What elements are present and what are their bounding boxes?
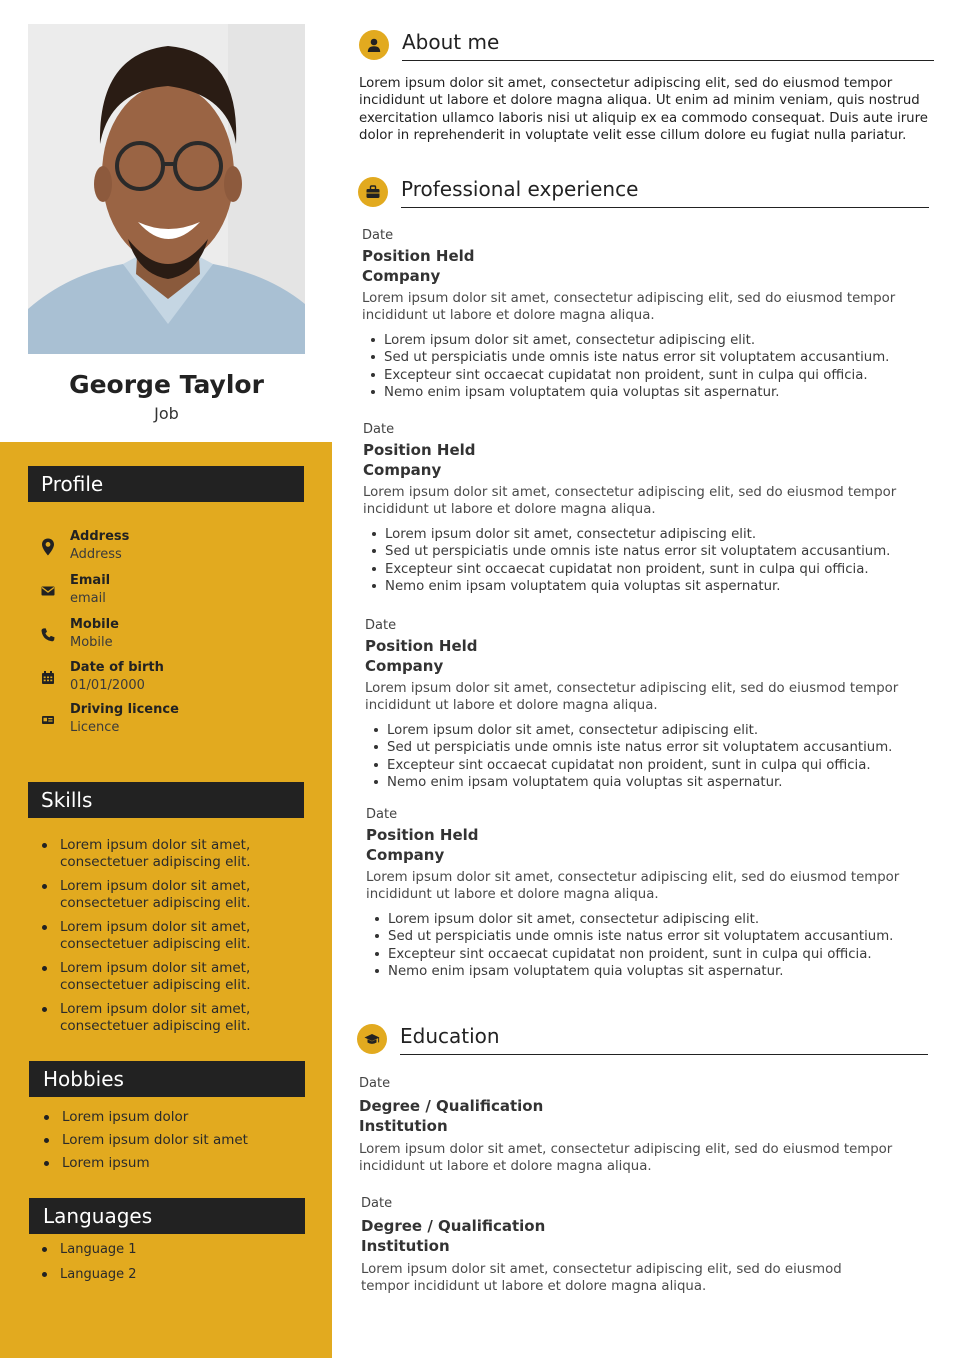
entry-company: Company <box>362 267 441 285</box>
entry-description: Lorem ipsum dolor sit amet, consectetur adipiscing elit, sed do eiusmod tempor incididunt ut labore et dolore magna aliqua. <box>366 870 900 903</box>
entry-description: Lorem ipsum dolor sit amet, consectetur adipiscing elit, sed do eiusmod tempor incididunt ut labore et dolore magna aliqua. <box>362 291 896 324</box>
entry-description: Lorem ipsum dolor sit amet, consectetur adipiscing elit, sed do eiusmod tempor incididunt ut labore et dolore magna aliqua. <box>363 485 897 518</box>
hobby-item: Lorem ipsum dolor sit amet <box>42 1132 304 1149</box>
about-text: Lorem ipsum dolor sit amet, consectetur adipiscing elit, sed do eiusmod tempor incididunt ut labore et dolore magna aliqua. Ut enim ad minim veniam, quis nostrud exercitation ullamco laboris nisi ut aliquip ex ea commodo consequat. Duis aute irure dolor in reprehenderit in voluptate velit esse cillum dolore eu fugiat nulla pariatur. <box>359 76 928 144</box>
profile-value: Licence <box>70 720 120 735</box>
entry-description: Lorem ipsum dolor sit amet, consectetur adipiscing elit, sed do eiusmod tempor incididunt ut labore et dolore magna aliqua. <box>361 1262 842 1295</box>
entry-description: Lorem ipsum dolor sit amet, consectetur adipiscing elit, sed do eiusmod tempor incididunt ut labore et dolore magna aliqua. <box>359 1142 893 1175</box>
profile-label: Address <box>70 529 130 544</box>
languages-list <box>40 1241 302 1291</box>
about-title: About me <box>402 30 500 54</box>
entry-institution: Institution <box>361 1237 450 1255</box>
entry-company: Company <box>366 846 445 864</box>
entry-date: Date <box>365 618 397 633</box>
person-name: George Taylor <box>69 370 264 399</box>
entry-bullet: Sed ut perspiciatis unde omnis iste natus error sit voluptatem accusantium. <box>368 543 933 560</box>
entry-bullet: Lorem ipsum dolor sit amet, consectetur adipiscing elit. <box>371 911 936 928</box>
entry-bullet: Nemo enim ipsam voluptatem quia voluptas sit aspernatur. <box>370 774 935 791</box>
phone-icon <box>38 625 58 645</box>
entry-bullets <box>362 332 932 402</box>
education-entry <box>361 1195 851 1296</box>
entry-bullet: Sed ut perspiciatis unde omnis iste natus error sit voluptatem accusantium. <box>367 349 932 366</box>
experience-entry <box>366 806 936 980</box>
entry-description: Lorem ipsum dolor sit amet, consectetur adipiscing elit, sed do eiusmod tempor incididunt ut labore et dolore magna aliqua. <box>365 681 899 714</box>
profile-photo <box>28 24 305 354</box>
profile-value: 01/01/2000 <box>70 678 145 693</box>
hobbies-list <box>42 1109 304 1178</box>
profile-value: email <box>70 591 106 606</box>
entry-bullet: Lorem ipsum dolor sit amet, consectetur adipiscing elit. <box>368 526 933 543</box>
entry-institution: Institution <box>359 1117 448 1135</box>
section-divider <box>402 60 934 61</box>
profile-label: Email <box>70 573 111 588</box>
location-pin-icon <box>38 537 58 557</box>
language-item: Language 1 <box>40 1241 302 1258</box>
education-entry <box>359 1075 929 1176</box>
experience-entry <box>362 227 932 401</box>
graduation-cap-icon <box>357 1024 387 1054</box>
briefcase-icon <box>358 177 388 207</box>
profile-heading: Profile <box>28 466 304 502</box>
profile-value: Mobile <box>70 635 113 650</box>
about-section-header <box>359 28 934 62</box>
entry-bullet: Excepteur sint occaecat cupidatat non proident, sunt in culpa qui officia. <box>371 946 936 963</box>
experience-entry <box>363 421 933 595</box>
entry-bullets <box>365 722 935 792</box>
entry-bullet: Excepteur sint occaecat cupidatat non proident, sunt in culpa qui officia. <box>368 561 933 578</box>
entry-date: Date <box>362 228 394 243</box>
education-title: Education <box>400 1024 500 1048</box>
entry-bullet: Nemo enim ipsam voluptatem quia voluptas sit aspernatur. <box>368 578 933 595</box>
entry-bullet: Nemo enim ipsam voluptatem quia voluptas sit aspernatur. <box>371 963 936 980</box>
experience-entry <box>365 617 935 791</box>
language-item: Language 2 <box>40 1266 302 1283</box>
entry-bullet: Sed ut perspiciatis unde omnis iste natus error sit voluptatem accusantium. <box>370 739 935 756</box>
experience-section-header <box>358 175 929 209</box>
entry-degree: Degree / Qualification <box>361 1217 546 1235</box>
entry-date: Date <box>359 1076 391 1091</box>
skills-list <box>40 837 302 1042</box>
entry-date: Date <box>363 422 395 437</box>
profile-label: Mobile <box>70 617 119 632</box>
profile-item-mobile <box>38 617 304 657</box>
entry-position: Position Held <box>363 441 476 459</box>
envelope-icon <box>38 581 58 601</box>
person-job-title: Job <box>154 404 179 423</box>
entry-company: Company <box>365 657 444 675</box>
entry-degree: Degree / Qualification <box>359 1097 544 1115</box>
portrait-image <box>28 24 305 354</box>
entry-bullets <box>366 911 936 981</box>
entry-bullet: Nemo enim ipsam voluptatem quia voluptas sit aspernatur. <box>367 384 932 401</box>
entry-bullet: Excepteur sint occaecat cupidatat non proident, sunt in culpa qui officia. <box>367 367 932 384</box>
entry-position: Position Held <box>365 637 478 655</box>
entry-position: Position Held <box>362 247 475 265</box>
entry-bullet: Lorem ipsum dolor sit amet, consectetur adipiscing elit. <box>370 722 935 739</box>
hobby-item: Lorem ipsum <box>42 1155 304 1172</box>
skill-item: Lorem ipsum dolor sit amet, consectetuer adipiscing elit. <box>40 960 302 994</box>
section-divider <box>400 1054 928 1055</box>
experience-title: Professional experience <box>401 177 639 201</box>
calendar-icon <box>38 668 58 688</box>
entry-bullets <box>363 526 933 596</box>
entry-bullet: Lorem ipsum dolor sit amet, consectetur adipiscing elit. <box>367 332 932 349</box>
skill-item: Lorem ipsum dolor sit amet, consectetuer adipiscing elit. <box>40 837 302 871</box>
entry-position: Position Held <box>366 826 479 844</box>
profile-item-driving-licence <box>38 702 304 742</box>
entry-bullet: Excepteur sint occaecat cupidatat non proident, sunt in culpa qui officia. <box>370 757 935 774</box>
id-card-icon <box>38 710 58 730</box>
hobby-item: Lorem ipsum dolor <box>42 1109 304 1126</box>
languages-heading: Languages <box>29 1198 305 1234</box>
profile-item-address <box>38 529 304 569</box>
profile-item-email <box>38 573 304 613</box>
entry-bullet: Sed ut perspiciatis unde omnis iste natus error sit voluptatem accusantium. <box>371 928 936 945</box>
hobbies-heading: Hobbies <box>29 1061 305 1097</box>
skill-item: Lorem ipsum dolor sit amet, consectetuer adipiscing elit. <box>40 919 302 953</box>
skill-item: Lorem ipsum dolor sit amet, consectetuer adipiscing elit. <box>40 1001 302 1035</box>
skill-item: Lorem ipsum dolor sit amet, consectetuer adipiscing elit. <box>40 878 302 912</box>
entry-date: Date <box>361 1196 393 1211</box>
skills-heading: Skills <box>28 782 304 818</box>
education-section-header <box>357 1022 928 1056</box>
profile-value: Address <box>70 547 122 562</box>
profile-label: Driving licence <box>70 702 179 717</box>
profile-item-date-of-birth <box>38 660 304 700</box>
profile-label: Date of birth <box>70 660 164 675</box>
user-icon <box>359 30 389 60</box>
entry-company: Company <box>363 461 442 479</box>
entry-date: Date <box>366 807 398 822</box>
section-divider <box>401 207 929 208</box>
